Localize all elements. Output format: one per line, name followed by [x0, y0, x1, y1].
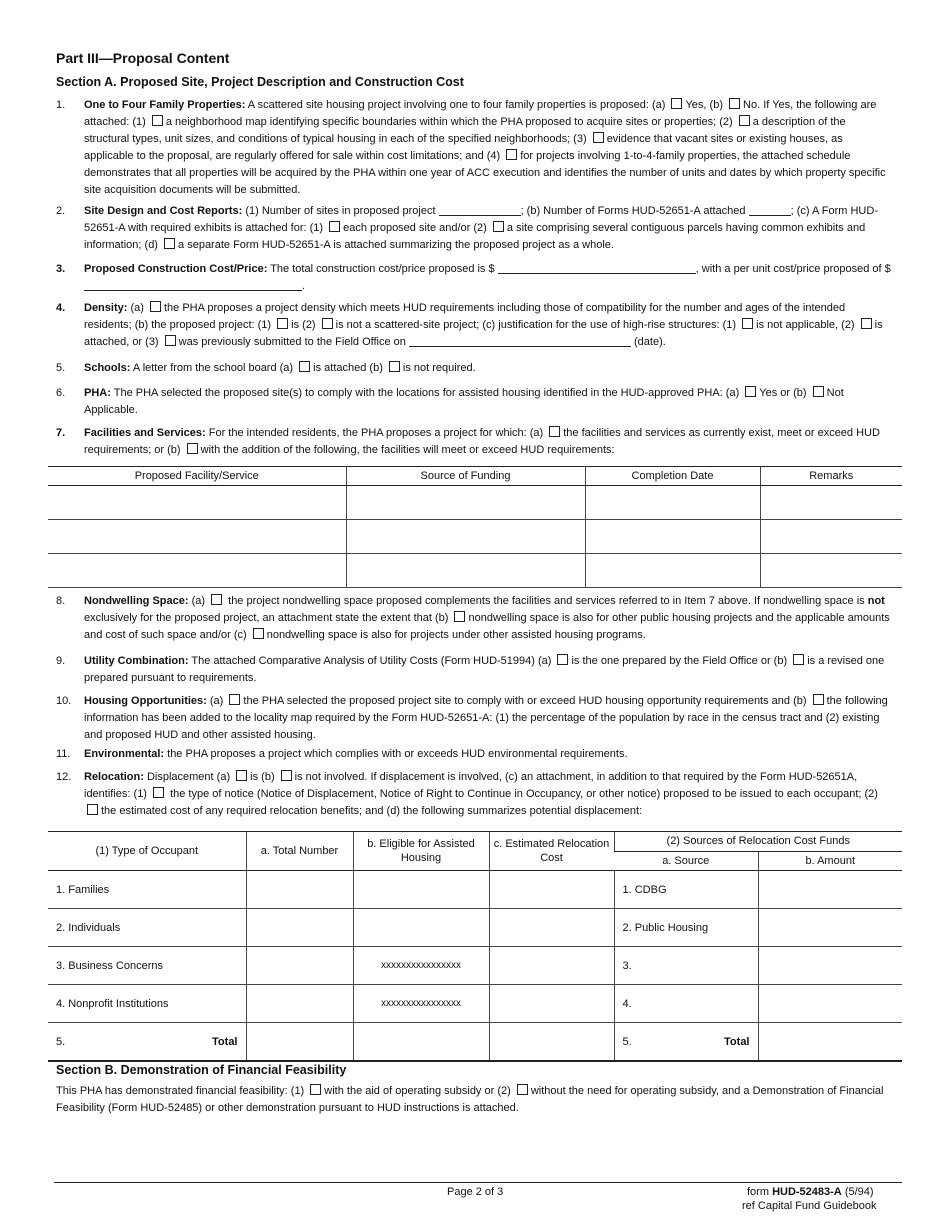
forms-number-field[interactable]: [749, 203, 791, 216]
checkbox-4b-2[interactable]: [322, 318, 333, 329]
checkbox-6b[interactable]: [813, 386, 824, 397]
table-row: [48, 520, 902, 554]
checkbox-12b[interactable]: [281, 770, 292, 781]
item-12: 12. Relocation: Displacement (a) is (b) is not involved. If displacement is involved, (c) an attachment, in addition to that required by the Form HUD-52651A, identifies: (1) the type of notice (Notice of Displacement, Notice of Right to Continue in Occupancy, or other notice) proposed to be issued to each occupant; (2) the estimated cost of any required relocation benefits; and (d) the following summarizes potential displacement:: [56, 771, 878, 817]
item-5: 5. Schools: A letter from the school board (a) is attached (b) is not required.: [56, 362, 476, 374]
form-number: form HUD-52483-A (5/94): [747, 1186, 874, 1198]
col-completion: Completion Date: [585, 467, 760, 486]
item-2: 2. Site Design and Cost Reports: (1) Number of sites in proposed project ; (b) Number of Forms HUD-52651-A attached ; (c) A Form HUD-52651-A with required exhibits is attached for: (1) each proposed site and/or (2) a site comprising several contiguous parcels having common exhibits and information; (d) a separate Form HUD-52651-A is attached summarizing the proposed project as a whole.: [56, 205, 878, 251]
checkbox-2c-1[interactable]: [329, 221, 340, 232]
checkbox-10a[interactable]: [229, 694, 240, 705]
checkbox-1a-yes[interactable]: [671, 98, 682, 109]
table-row: 3. Business Concerns xxxxxxxxxxxxxxxx 3.: [48, 947, 902, 985]
item-3: 3. Proposed Construction Cost/Price: The total construction cost/price proposed is $ , with a per unit cost/price proposed of $ .: [56, 263, 891, 292]
table-row: [48, 554, 902, 588]
checkbox-1b-no[interactable]: [729, 98, 740, 109]
relocation-table: [48, 831, 902, 1062]
col-funding: Source of Funding: [346, 467, 585, 486]
per-unit-cost-field[interactable]: [84, 278, 302, 291]
checkbox-10b[interactable]: [813, 694, 824, 705]
table-row: 2. Individuals 2. Public Housing: [48, 909, 902, 947]
section-b-title: Section B. Demonstration of Financial Feasibility: [56, 1063, 347, 1077]
table-row: [48, 486, 902, 520]
checkbox-5b[interactable]: [389, 361, 400, 372]
table-row: 1. Families 1. CDBG: [48, 871, 902, 909]
col-occupant-type: (1) Type of Occupant: [48, 832, 246, 871]
checkbox-1-2[interactable]: [739, 115, 750, 126]
table-row: 4. Nonprofit Institutions xxxxxxxxxxxxxxxx 4.: [48, 985, 902, 1023]
checkbox-6a[interactable]: [745, 386, 756, 397]
checkbox-4b-1[interactable]: [277, 318, 288, 329]
total-cost-field[interactable]: [498, 261, 696, 274]
item-4: 4. Density: (a) the PHA proposes a project density which meets HUD requirements including those of compatibility for the number and ages of the intended residents; (b) the proposed project: (1) is (2) is not a scattered-site project; (c) justification for the use of high-rise structures: (1) is not applicable, (2) is attached, or (3) was previously submitted to the Field Office on (date).: [56, 302, 883, 348]
checkbox-12c-2[interactable]: [87, 804, 98, 815]
checkbox-2d[interactable]: [164, 238, 175, 249]
col-amount: b. Amount: [758, 851, 902, 871]
item-1: 1. One to Four Family Properties: A scattered site housing project involving one to four family properties is proposed: (a) Yes, (b) No. If Yes, the following are attached: (1) a neighborhood map identifying specific boundaries within which the PHA proposed to acquire sites or properties; (2) a description of the structural types, unit sizes, and conditions of typical housing in each of the specified neighborhoods; (3) evidence that vacant sites or existing houses, as applicable to the proposal, are regularly offered for sale within cost limitations; and (4) for projects involving 1-to-4-family properties, the attached schedule demonstrates that all properties will be acquired by the PHA within one year of ACC execution and identifies the number of units and dates by which property specific site acquisition documents will be submitted.: [56, 99, 886, 196]
item-8: 8. Nondwelling Space: (a) the project nondwelling space proposed complements the facilities and services referred to in Item 7 above. If nondwelling space is not exclusively for the proposed project, an attachment state the extent that (b) nondwelling space is also for other public housing projects and the applicable amounts and cost of such space and/or (c) nondwelling space is also for projects under other assisted housing programs.: [56, 595, 890, 641]
checkbox-1-4[interactable]: [506, 149, 517, 160]
section-b-text: This PHA has demonstrated financial feasibility: (1) with the aid of operating subsidy or (2) without the need for operating subsidy, and a Demonstration of Financial Feasibility (Form HUD-52485) or other demonstration pursuant to HUD instructions is attached.: [56, 1085, 884, 1114]
footer-divider: [54, 1182, 902, 1183]
checkbox-8c[interactable]: [253, 628, 264, 639]
reference-note: ref Capital Fund Guidebook: [742, 1200, 877, 1212]
checkbox-5a[interactable]: [299, 361, 310, 372]
col-facility: Proposed Facility/Service: [48, 467, 346, 486]
submission-date-field[interactable]: [409, 334, 631, 347]
part-title: Part III—Proposal Content: [56, 50, 230, 66]
checkbox-8b[interactable]: [454, 611, 465, 622]
col-source: a. Source: [614, 851, 758, 871]
checkbox-1-3[interactable]: [593, 132, 604, 143]
checkbox-2c-2[interactable]: [493, 221, 504, 232]
page-number: Page 2 of 3: [447, 1186, 504, 1198]
checkbox-8a[interactable]: [211, 594, 222, 605]
checkbox-7b[interactable]: [187, 443, 198, 454]
col-total-number: a. Total Number: [246, 832, 353, 871]
col-estimated-cost: c. Estimated Relocation Cost: [489, 832, 614, 871]
checkbox-12a[interactable]: [236, 770, 247, 781]
col-eligible: b. Eligible for Assisted Housing: [353, 832, 489, 871]
checkbox-7a[interactable]: [549, 426, 560, 437]
item-11: 11. Environmental: the PHA proposes a project which complies with or exceeds HUD environmental requirements.: [56, 748, 628, 760]
sites-number-field[interactable]: [439, 203, 521, 216]
checkbox-4a[interactable]: [150, 301, 161, 312]
section-a-title: Section A. Proposed Site, Project Description and Construction Cost: [56, 75, 464, 89]
total-row: 5. Total 5. Total: [48, 1023, 902, 1062]
checkbox-b-1[interactable]: [310, 1084, 321, 1095]
item-6: 6. PHA: The PHA selected the proposed site(s) to comply with the locations for assisted housing identified in the HUD-approved PHA: (a) Yes or (b) Not Applicable.: [56, 387, 844, 416]
checkbox-9b[interactable]: [793, 654, 804, 665]
item-10: 10. Housing Opportunities: (a) the PHA selected the proposed project site to comply with or exceed HUD housing opportunity requirements and (b) the following information has been added to the locality map required by the Form HUD-52651-A: (1) the percentage of the population by race in the census tract and (2) existing and proposed HUD and other assisted housing.: [56, 695, 888, 741]
checkbox-4c-1[interactable]: [742, 318, 753, 329]
checkbox-4c-2[interactable]: [861, 318, 872, 329]
checkbox-1-1[interactable]: [152, 115, 163, 126]
col-remarks: Remarks: [760, 467, 902, 486]
checkbox-12c-1[interactable]: [153, 787, 164, 798]
checkbox-9a[interactable]: [557, 654, 568, 665]
item-9: 9. Utility Combination: The attached Comparative Analysis of Utility Costs (Form HUD-51994) (a) is the one prepared by the Field Office or (b) is a revised one prepared pursuant to requirements.: [56, 655, 885, 684]
item-7: 7. Facilities and Services: For the intended residents, the PHA proposes a project for which: (a) the facilities and services as currently exist, meet or exceed HUD requirements; or (b) with the addition of the following, the facilities will meet or exceed HUD requirements:: [56, 427, 880, 456]
col-sources-header: (2) Sources of Relocation Cost Funds: [614, 832, 902, 852]
facilities-table: [48, 466, 902, 588]
checkbox-4c-3[interactable]: [165, 335, 176, 346]
checkbox-b-2[interactable]: [517, 1084, 528, 1095]
